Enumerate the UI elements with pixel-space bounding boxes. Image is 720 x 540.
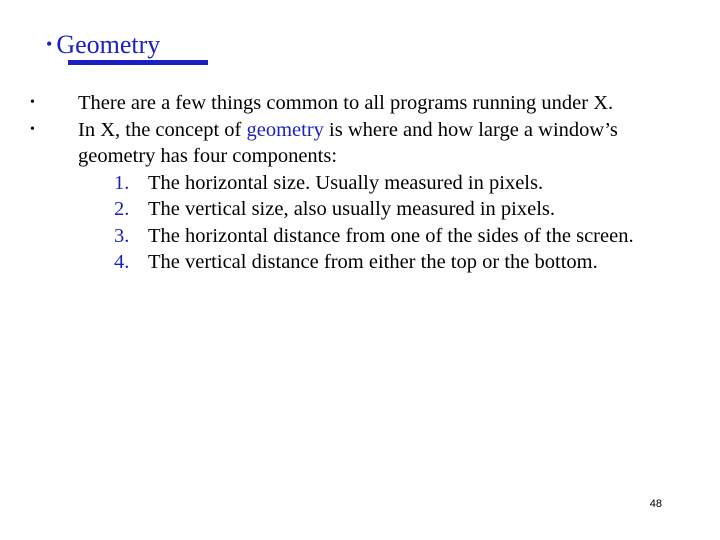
page-number: 48 xyxy=(649,498,662,510)
title-text: Geometry xyxy=(56,30,161,59)
component-number: 2. xyxy=(114,198,130,220)
component-number: 3. xyxy=(114,224,130,247)
component-text: The vertical distance from either the top or the bottom. xyxy=(148,251,598,273)
component-text: The horizontal distance from one of the sides of the screen. xyxy=(148,224,634,247)
component-item xyxy=(78,249,670,276)
bullet-marker: • xyxy=(30,95,35,110)
title-underline xyxy=(68,60,208,65)
bullet-text-after: is where and how large a window’s geometry has four components: xyxy=(78,118,618,167)
component-item xyxy=(78,170,670,197)
component-list xyxy=(78,170,670,276)
bullet-text-before: In X, the concept of xyxy=(78,118,247,141)
slide-title xyxy=(46,28,160,61)
component-number: 1. xyxy=(114,171,130,194)
title-bullet: • xyxy=(46,34,53,54)
component-number: 4. xyxy=(114,251,130,273)
component-item xyxy=(78,223,670,250)
bullet-item xyxy=(30,90,670,117)
geometry-highlight: geometry xyxy=(246,118,324,141)
bullet-marker: • xyxy=(30,121,35,137)
component-item xyxy=(78,196,670,223)
bullet-item xyxy=(30,117,670,276)
bullet-list xyxy=(30,90,670,276)
bullet-text: There are a few things common to all programs running under X. xyxy=(78,92,614,114)
component-text: The horizontal size. Usually measured in pixels. xyxy=(148,171,544,194)
component-text: The vertical size, also usually measured in pixels. xyxy=(148,198,556,220)
